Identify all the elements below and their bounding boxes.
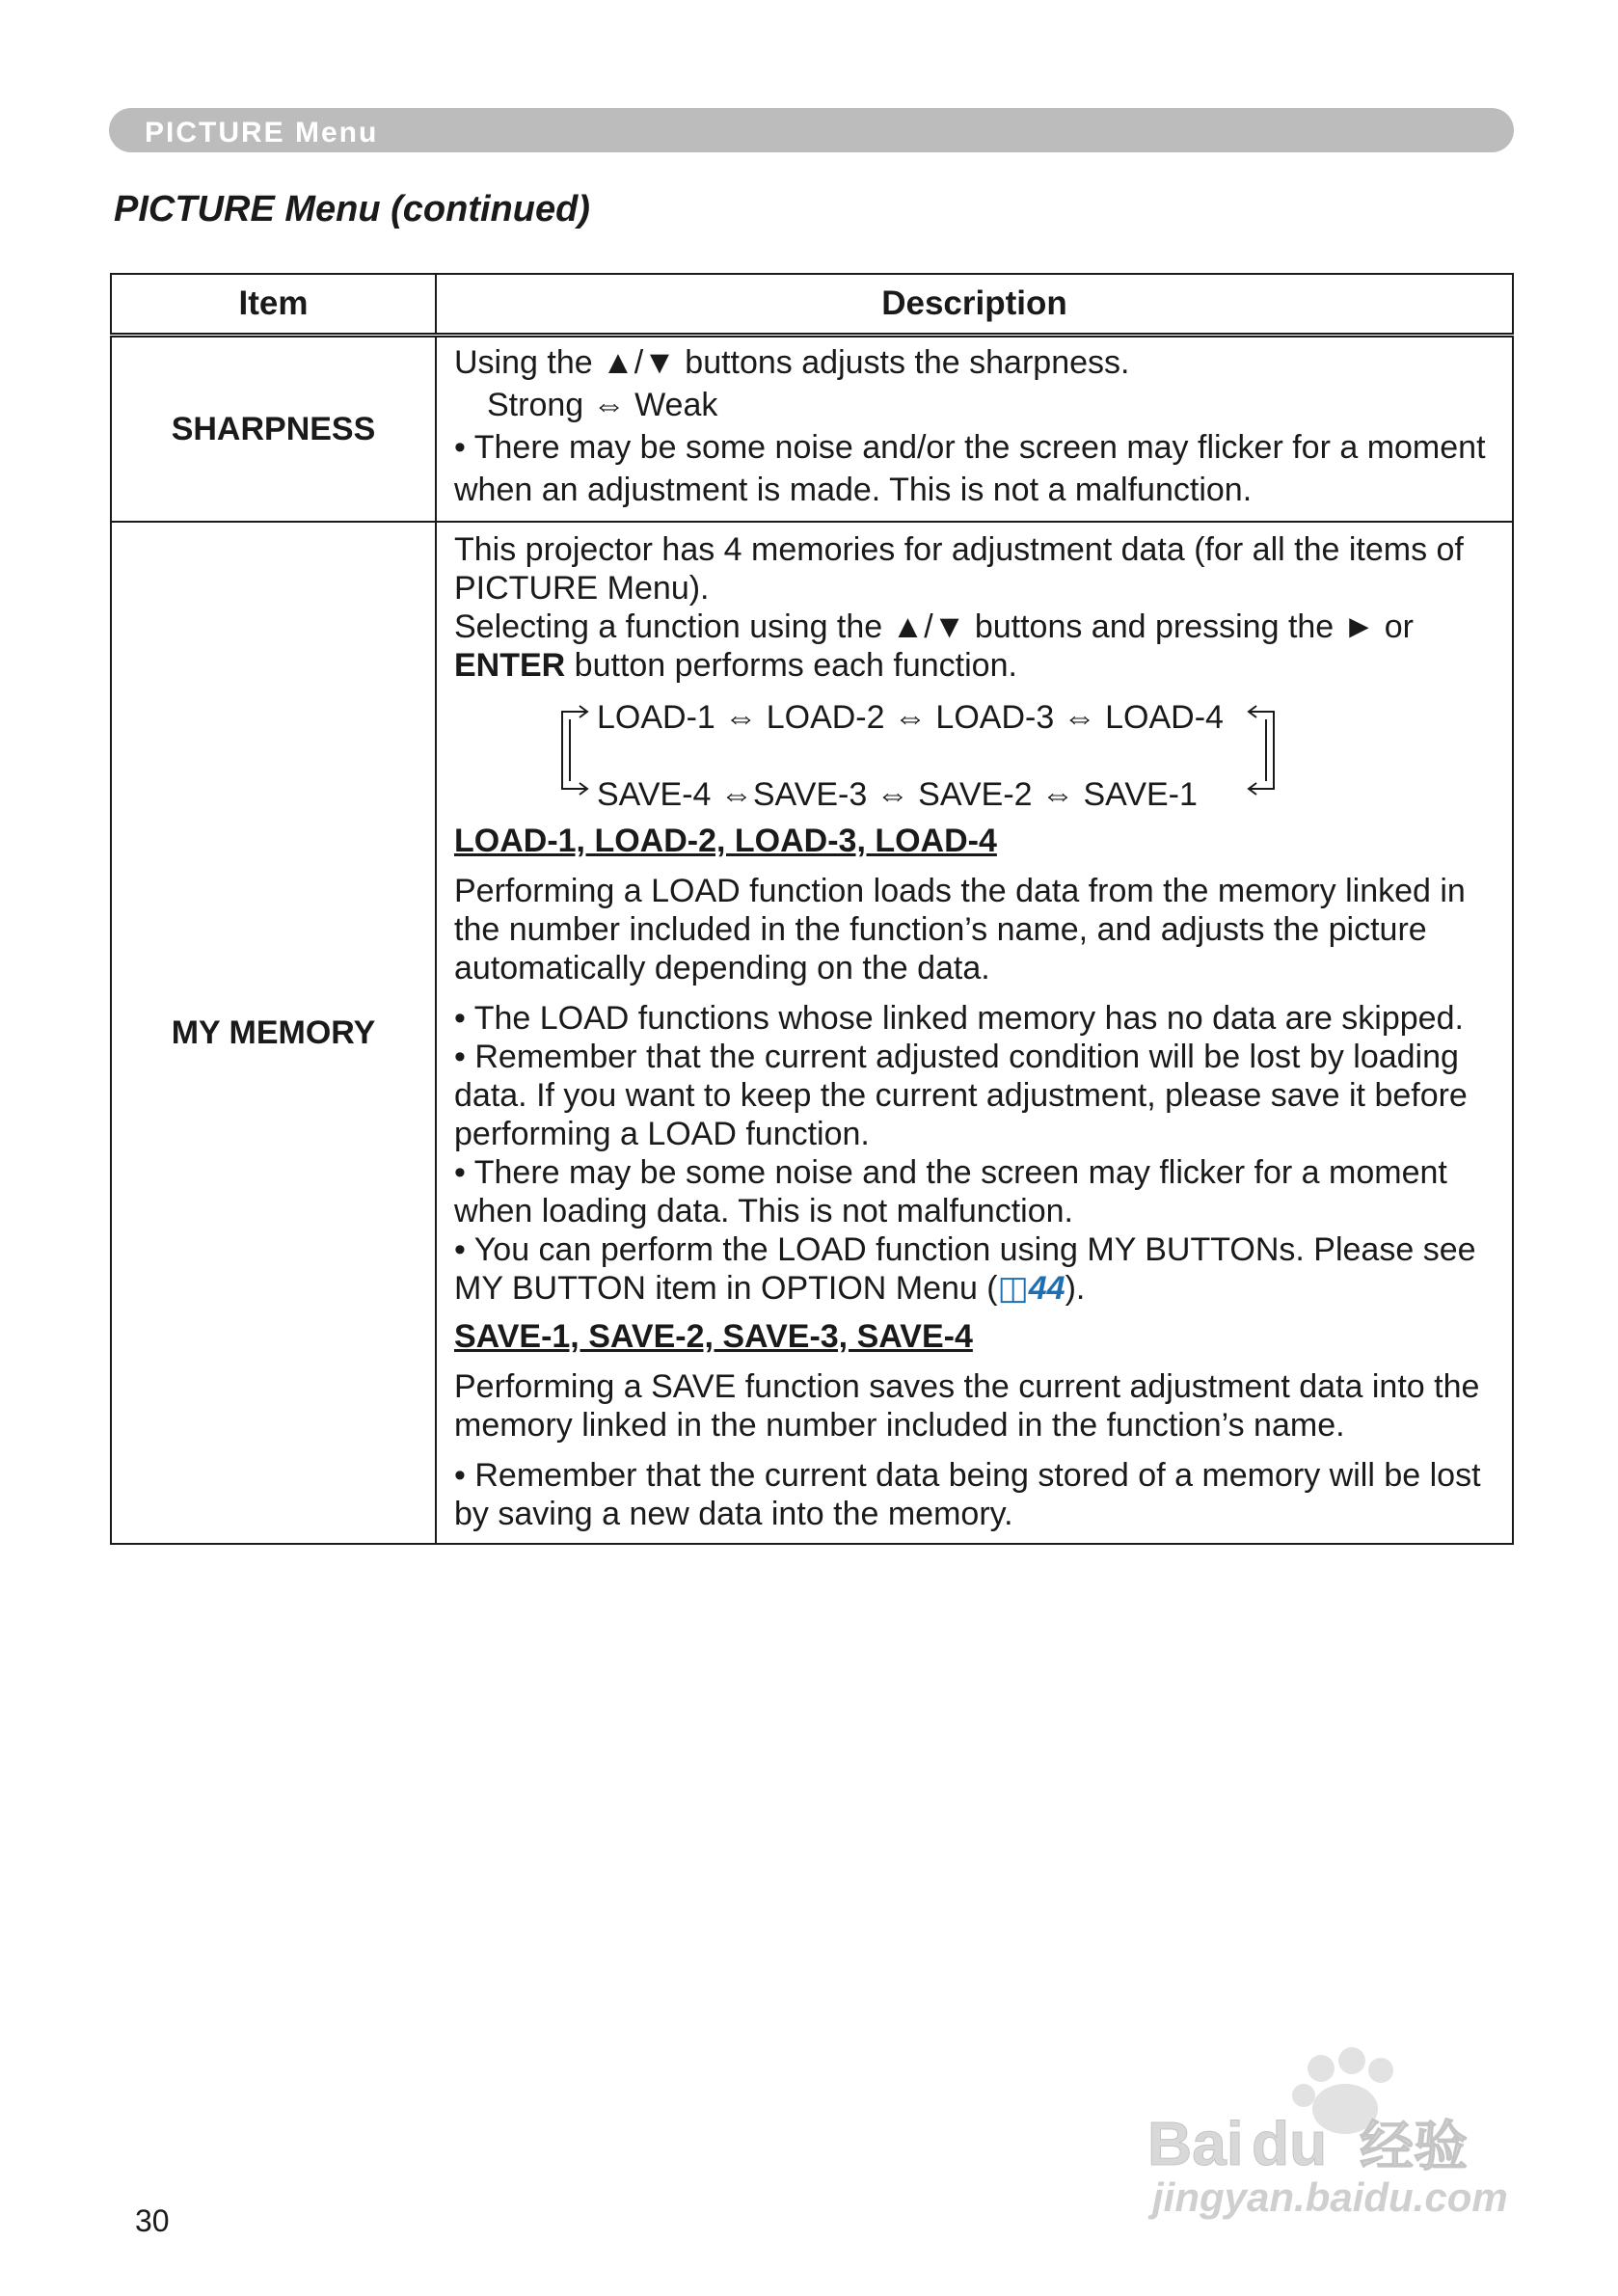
watermark-cn: 经验 [1360,2116,1468,2178]
table-row-sharpness [111,336,1513,523]
column-header-item: Item [111,274,436,336]
memory-intro2-a: Selecting a function using the ▲/▼ buttons and pressing the ► or [454,608,1414,645]
item-sharpness: SHARPNESS [111,336,436,523]
description-my-memory [436,522,1513,1544]
book-reference-icon: ◫ [997,1270,1029,1307]
memory-cycle-diagram [454,692,1495,812]
load-note-lost: • Remember that the current adjusted condition will be lost by loading data. If you want to keep the current adjustment, please save it before performing a LOAD function. [454,1039,1468,1152]
page-number: 30 [135,2203,170,2238]
load-text: Performing a LOAD function loads the data from the memory linked in the number included in the function’s name, and adjusts the picture automatically depending on the data. [454,873,1466,986]
watermark-url: jingyan.baidu.com [1152,2174,1508,2220]
load-note4-a: • You can perform the LOAD function using MY BUTTONs. Please see MY BUTTON item in OPTION Menu ( [454,1231,1476,1307]
memory-intro1: This projector has 4 memories for adjustment data (for all the items of PICTURE Menu). [454,531,1464,607]
save-heading: SAVE-1, SAVE-2, SAVE-3, SAVE-4 [454,1318,973,1355]
load-note-skipped: • The LOAD functions whose linked memory has no data are skipped. [454,1000,1464,1037]
description-sharpness [436,336,1513,523]
load-note4-b: ). [1065,1270,1086,1307]
enter-keyword: ENTER [454,647,566,684]
item-my-memory: MY MEMORY [111,522,436,1544]
load-note-my-buttons [454,1230,1495,1308]
sharpness-range: Strong ⇔ Weak [487,387,718,423]
table-row-my-memory [111,522,1513,1544]
table-header-row [111,274,1513,336]
picture-menu-table [110,273,1514,1545]
memory-intro2 [454,608,1495,685]
load-note-noise: • There may be some noise and the screen may flicker for a moment when loading data. This is not malfunction. [454,1154,1447,1229]
section-header-label: PICTURE Menu [145,117,379,149]
column-header-description: Description [436,274,1513,336]
load-heading: LOAD-1, LOAD-2, LOAD-3, LOAD-4 [454,823,997,859]
page-title: PICTURE Menu (continued) [114,189,590,230]
save-text: Performing a SAVE function saves the current adjustment data into the memory linked in the number included in the function’s name. [454,1368,1480,1444]
watermark-brand-tail: du [1252,2109,1328,2178]
save-cycle: SAVE-4 ⇔SAVE-3 ⇔ SAVE-2 ⇔ SAVE-1 [597,776,1198,813]
watermark-brand: Bai [1147,2109,1244,2178]
load-cycle: LOAD-1 ⇔ LOAD-2 ⇔ LOAD-3 ⇔ LOAD-4 [597,699,1224,736]
save-note-lost: • Remember that the current data being stored of a memory will be lost by saving a new data into the memory. [454,1457,1481,1532]
sharpness-note: • There may be some noise and/or the screen may flicker for a moment when an adjustment is made. This is not a malfunction. [454,429,1486,508]
section-header-bar [109,108,1514,152]
sharpness-line1: Using the ▲/▼ buttons adjusts the sharpness. [454,344,1130,381]
memory-intro2-b: button performs each function. [565,647,1017,684]
page-reference[interactable]: 44 [1028,1270,1065,1307]
